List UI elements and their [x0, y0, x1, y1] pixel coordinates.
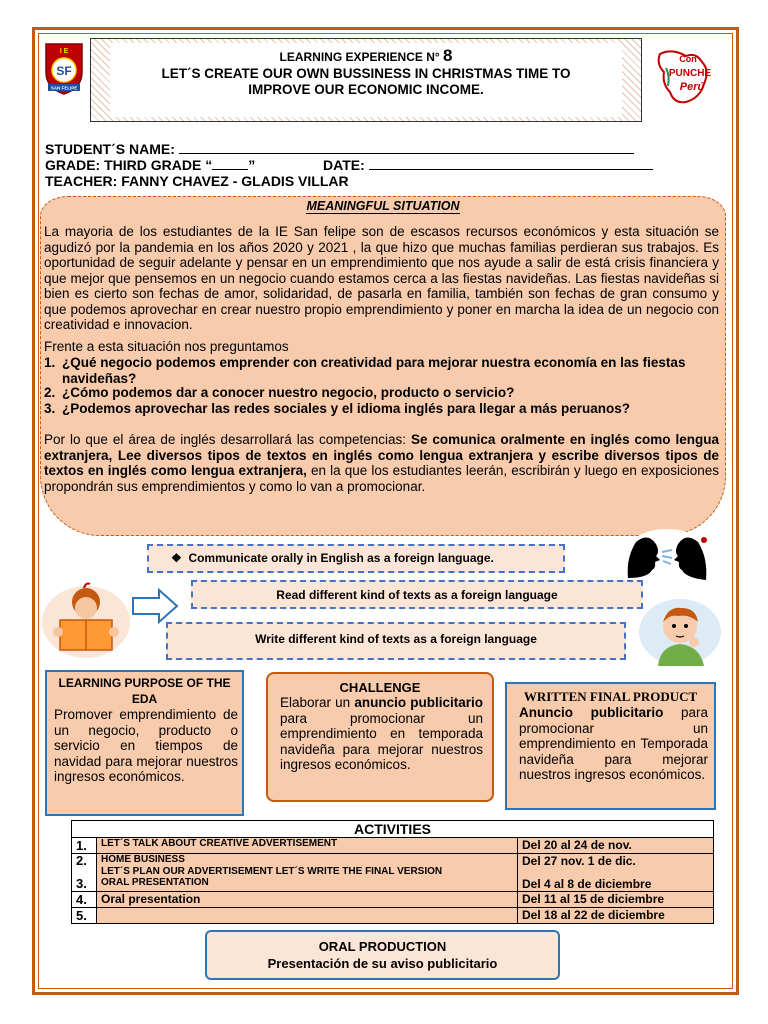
written-text-bold: Anuncio publicitario	[519, 705, 664, 720]
date-field[interactable]	[369, 157, 653, 170]
learning-purpose-text: Promover emprendimiento de un negocio, producto o servicio en tiempos de navidad para mejorar nuestros ingresos económicos.	[54, 707, 238, 784]
oral-production-subtitle: Presentación de su aviso publicitario	[267, 956, 498, 971]
competencies-bold: Se comunica oralmente en inglés como lengua extranjera, Lee diversos tipos de textos en inglés como lengua extranjera y escribe diversos tipos de textos en inglés como lengua extranjera,	[44, 432, 719, 478]
activities-title: ACTIVITIES	[72, 821, 714, 838]
grade-label: GRADE: THIRD GRADE “	[45, 157, 213, 173]
peru-logo-word-2: PUNCHE	[668, 68, 712, 79]
activity-date-3: Del 4 al 8 de diciembre	[522, 877, 652, 891]
meaningful-situation-title	[40, 199, 726, 213]
situation-paragraph: La mayoria de los estudiantes de la IE San felipe son de escasos recursos económicos y esta situación se agudizó por la pandemia en los años 2020 y 2021 , la que hizo que muchas familias perdieran sus trabajos. Es oportunidad de seguir adelante y pensar en un emprendimiento que nos ayude a salir de está crisis financiera y que mejor que pensemos en un negocio cuando estamos cerca a las fiestas navideñas. Las fiestas navideñas si bien es cierto son fechas de amor, solidaridad, de pasarla en familia, también son fechas de gran consumo y que podemos aprovechar en crear nuestro propio emprendimiento y poner en marcha la idea de un negocio con creatividad e innovacion.	[44, 224, 719, 332]
written-final-product-text	[507, 705, 714, 783]
challenge-title: CHALLENGE	[339, 680, 421, 695]
question-1-number: 1.	[44, 355, 56, 370]
challenge-text-bold: anuncio publicitario	[354, 695, 483, 710]
right-arrow-icon	[131, 588, 179, 624]
activity-text-2b: LET´S PLAN OUR ADVERTISEMENT LET´S WRITE THE FINAL VERSION	[101, 865, 443, 877]
school-crest-logo	[42, 40, 86, 96]
question-2-number: 2.	[44, 385, 56, 400]
activity-text: Oral presentation	[97, 892, 518, 908]
crest-letters: SF	[56, 64, 72, 78]
grade-date-line	[45, 157, 653, 173]
activity-text-2: HOME BUSINESS	[101, 854, 185, 865]
competencies-paragraph	[44, 432, 719, 494]
question-3-text: ¿Podemos aprovechar las redes sociales y el idioma inglés para llegar a más peruanos?	[62, 401, 630, 416]
peru-logo-word-1: Con	[679, 54, 697, 64]
oral-production-box	[205, 930, 560, 980]
crest-top-text: I E	[59, 48, 69, 55]
question-3	[44, 401, 719, 417]
challenge-text-b: para promocionar un emprendimiento en temporada navideña para mejorar nuestros ingresos económicos.	[280, 710, 483, 772]
activity-date-2: Del 27 nov. 1 de dic.	[522, 854, 636, 868]
activity-number: 4.	[72, 892, 97, 908]
activity-date: Del 18 al 22 de diciembre	[518, 908, 714, 924]
written-final-product-box	[505, 682, 716, 810]
grade-section-field[interactable]	[212, 157, 248, 170]
question-1-text: ¿Qué negocio podemos emprender con creatividad para mejorar nuestra economía en las fiestas navideñas?	[62, 355, 686, 386]
activity-date	[518, 854, 714, 892]
competency-2-text: Read different kind of texts as a foreign language	[276, 588, 558, 602]
grade-close-quote: ”	[248, 157, 256, 173]
header-title	[110, 43, 622, 117]
activity-text: LET´S TALK ABOUT CREATIVE ADVERTISEMENT	[97, 838, 518, 854]
competency-1-text: Communicate orally in English as a foreign language.	[188, 551, 494, 565]
student-name-line	[45, 141, 634, 157]
competencies-outro: en la que los estudiantes leerán, escribirán y luego en exposiciones propondrán sus emprendimientos y como lo van a promocionar.	[44, 463, 719, 494]
question-2-text: ¿Cómo podemos dar a conocer nuestro negocio, producto o servicio?	[62, 385, 515, 400]
title-line-1: LET´S CREATE OUR OWN BUSSINESS IN CHRISTMAS TIME TO	[161, 66, 571, 81]
competency-box-2	[191, 580, 643, 609]
activity-number: 5.	[72, 908, 97, 924]
oral-production-title: ORAL PRODUCTION	[318, 939, 447, 954]
table-row	[72, 838, 714, 854]
activity-date: Del 11 al 15 de diciembre	[518, 892, 714, 908]
table-row	[72, 892, 714, 908]
diamond-bullet-icon: ❖	[171, 551, 182, 565]
activity-text-3: ORAL PRESENTATION	[101, 877, 209, 888]
competency-3-text: Write different kind of texts as a foreign language	[255, 632, 537, 646]
challenge-text	[268, 695, 492, 773]
question-3-number: 3.	[44, 401, 56, 416]
date-label: DATE:	[323, 157, 365, 173]
learning-purpose-box	[45, 670, 244, 816]
table-row	[72, 908, 714, 924]
challenge-text-a: Elaborar un	[280, 695, 355, 710]
student-name-field[interactable]	[179, 141, 634, 154]
competency-box-1	[147, 544, 565, 573]
talking-silhouettes-illustration	[622, 528, 712, 586]
activity-number-3: 3.	[76, 876, 87, 891]
challenge-box	[266, 672, 494, 802]
activities-header-row	[72, 821, 714, 838]
thinking-boy-illustration	[638, 596, 722, 666]
experience-label: LEARNING EXPERIENCE N°	[279, 50, 440, 64]
questions-intro: Frente a esta situación nos preguntamos	[44, 339, 289, 354]
student-name-label: STUDENT´S NAME:	[45, 141, 175, 157]
meaningful-situation-title-text: MEANINGFUL SITUATION	[306, 199, 460, 213]
activity-number-2: 2.	[76, 853, 87, 868]
learning-purpose-title: LEARNING PURPOSE OF THE EDA	[58, 676, 231, 706]
activity-date: Del 20 al 24 de nov.	[518, 838, 714, 854]
activity-number	[72, 854, 97, 892]
written-text-b: para promocionar un emprendimiento en Temporada navideña para mejorar nuestros ingresos económicos.	[519, 705, 708, 782]
crest-banner: SAN FELIPE	[50, 85, 78, 91]
table-row	[72, 854, 714, 892]
activity-number: 1.	[72, 838, 97, 854]
competencies-intro: Por lo que el área de inglés desarrollará las competencias:	[44, 432, 411, 447]
title-line-2: IMPROVE OUR ECONOMIC INCOME.	[248, 82, 484, 97]
experience-number: 8	[443, 46, 453, 65]
activities-table	[71, 820, 714, 924]
con-punche-peru-logo	[652, 46, 722, 106]
written-final-product-title: WRITTEN FINAL PRODUCT	[523, 689, 698, 704]
question-2	[44, 385, 719, 401]
teacher-line: TEACHER: FANNY CHAVEZ - GLADIS VILLAR	[45, 173, 349, 189]
activity-text	[97, 908, 518, 924]
competency-box-3	[166, 622, 626, 660]
question-1	[44, 355, 719, 386]
reading-child-illustration	[40, 580, 132, 660]
activity-text	[97, 854, 518, 892]
peru-logo-word-3: Perú	[679, 81, 705, 93]
